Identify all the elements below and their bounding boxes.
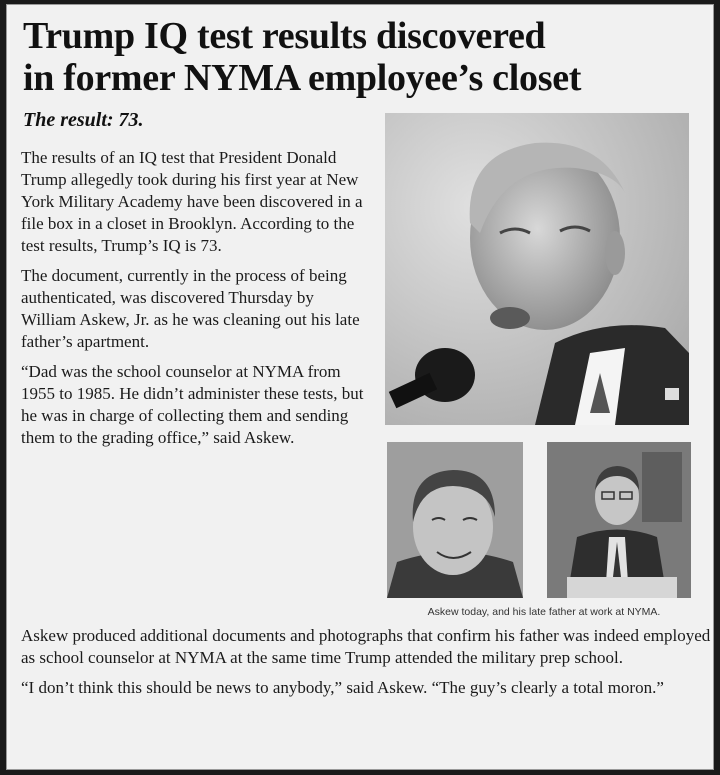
newspaper-clipping [6, 4, 714, 770]
askew-today-photo [387, 442, 523, 598]
headline-line-1: Trump IQ test results discovered [23, 15, 546, 57]
paragraph-3: “Dad was the school counselor at NYMA from 1955 to 1985. He didn’t administer these tests, but he was in charge of collecting them and sending them to the grading office,” said Askew. [21, 362, 364, 447]
main-photo [385, 113, 689, 425]
paragraph-2: The document, currently in the process of being authenticated, was discovered Thursday by William Askew, Jr. as he was cleaning out his late father’s apartment. [21, 266, 360, 351]
paragraph-4: Askew produced additional documents and photographs that confirm his father was indeed employed as school counselor at NYMA at the same time Trump attended the military prep school. [21, 626, 711, 667]
paragraph-1: The results of an IQ test that President Donald Trump allegedly took during his first year at New York Military Academy have been discovered in a file box in a closet in Brooklyn. According to the test results, Trump’s IQ is 73. [21, 148, 363, 255]
photo-caption: Askew today, and his late father at work at NYMA. [427, 606, 661, 618]
article-continuation [21, 625, 711, 707]
headline [23, 15, 703, 99]
subhead: The result: 73. [23, 109, 144, 131]
article-column [21, 147, 366, 457]
father-at-work-photo [547, 442, 691, 598]
headline-line-2: in former NYMA employee’s closet [23, 57, 582, 99]
paragraph-5: “I don’t think this should be news to anybody,” said Askew. “The guy’s clearly a total moron.” [21, 678, 664, 697]
